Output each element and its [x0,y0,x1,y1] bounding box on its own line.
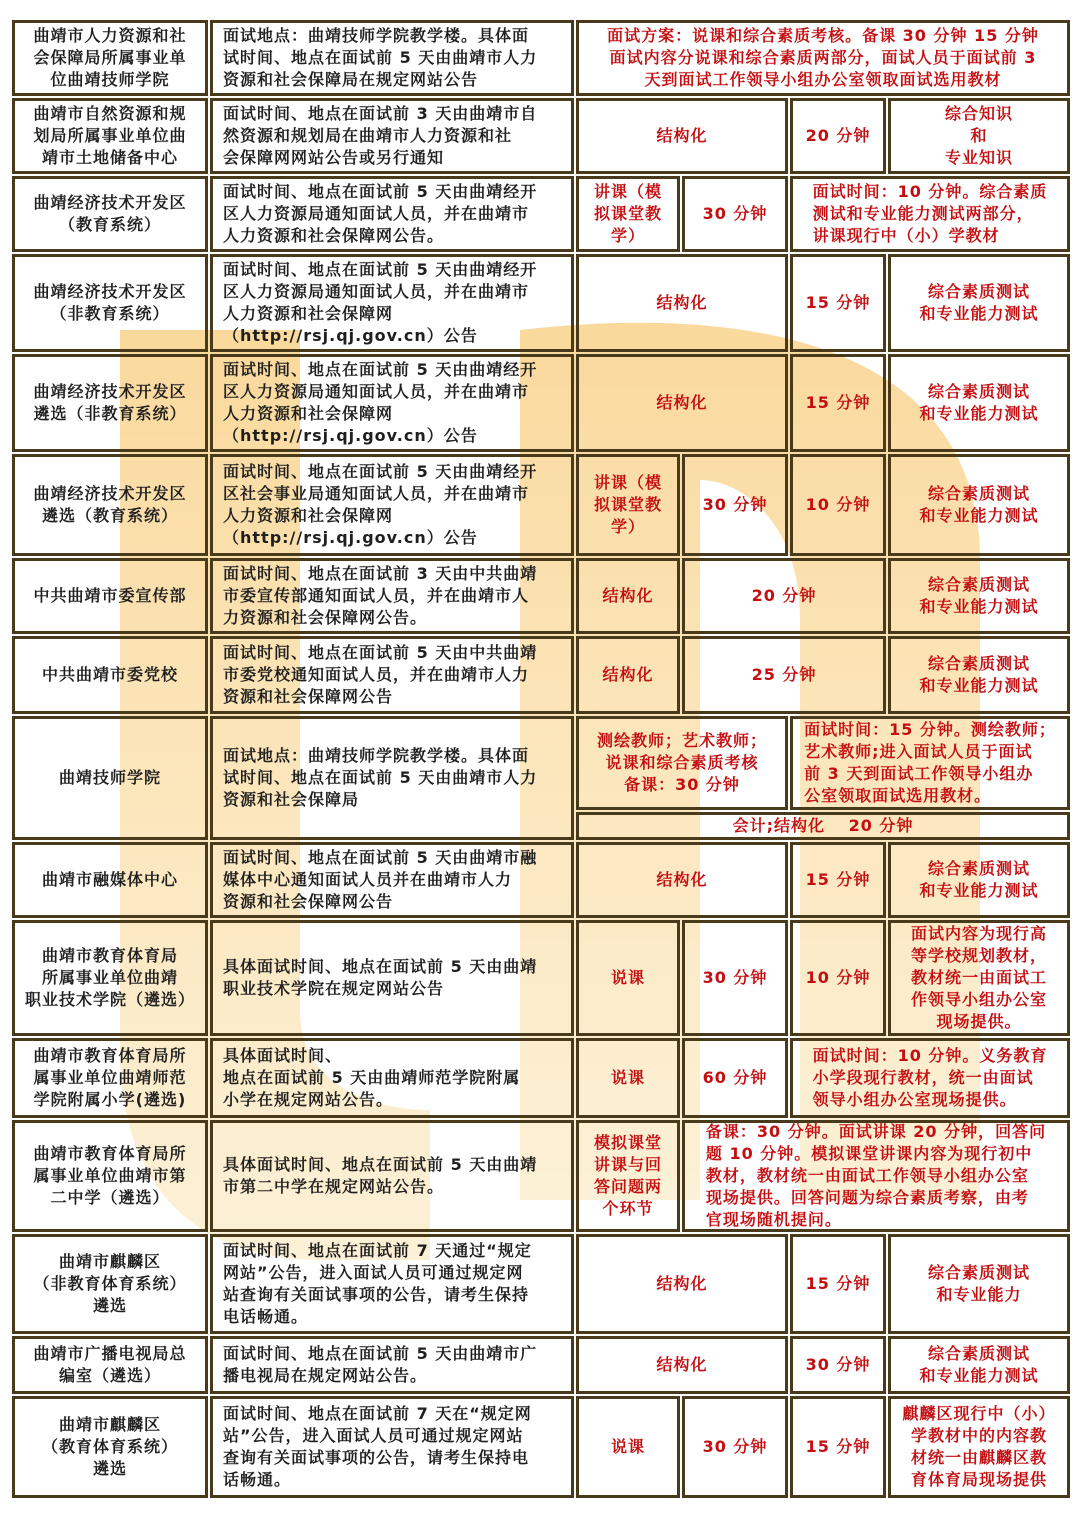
detail-cell: 面试地点：曲靖技师学院教学楼。具体面 试时间、地点在面试前 5 天由曲靖市人力 资源和社会保障局 [210,716,574,840]
detail-cell: 具体面试时间、 地点在面试前 5 天由曲靖师范学院附属 小学在规定网站公告。 [210,1038,574,1118]
duration-cell: 20 分钟 [682,558,886,634]
detail-cell: 面试时间、地点在面试前 5 天由曲靖经开 区人力资源局通知面试人员，并在曲靖市 人力资源和社会保障网 （http://rsj.qj.gov.cn）公告 [210,354,574,452]
method-cell: 结构化 [576,842,788,918]
prep-time-cell: 30 分钟 [682,920,788,1036]
detail-cell: 具体面试时间、地点在面试前 5 天由曲靖 市第二中学在规定网站公告。 [210,1120,574,1232]
method-cell: 说课 [576,920,680,1036]
detail-cell: 面试时间、地点在面试前 3 天由中共曲靖 市委宣传部通知面试人员，并在曲靖市人 力资源和社会保障网公告。 [210,558,574,634]
method-cell: 讲课（模 拟课堂教 学） [576,454,680,556]
method-cell: 结构化 [576,558,680,634]
content-cell: 综合知识 和 专业知识 [888,98,1070,174]
prep-time-cell: 30 分钟 [682,454,788,556]
detail-cell: 面试时间、地点在面试前 3 天由曲靖市自 然资源和规划局在曲靖市人力资源和社 会保障网网站公告或另行通知 [210,98,574,174]
detail-cell: 面试时间、地点在面试前 5 天由中共曲靖 市委党校通知面试人员，并在曲靖市人力 资源和社会保障网公告 [210,636,574,714]
content-cell: 面试时间：10 分钟。综合素质 测试和专业能力测试两部分， 讲课现行中（小）学教材 [790,176,1070,252]
accounting-note-cell: 会计;结构化 20 分钟 [576,812,1070,840]
duration-cell: 15 分钟 [790,1396,886,1498]
method-cell: 结构化 [576,1234,788,1334]
duration-cell: 20 分钟 [790,98,886,174]
detail-cell: 面试时间、地点在面试前 5 天由曲靖经开 区社会事业局通知面试人员，并在曲靖市 人力资源和社会保障网 （http://rsj.qj.gov.cn）公告 [210,454,574,556]
content-cell: 综合素质测试 和专业能力测试 [888,354,1070,452]
method-cell: 测绘教师；艺术教师； 说课和综合素质考核 备课：30 分钟 [576,716,788,810]
unit-cell: 曲靖市人力资源和社 会保障局所属事业单 位曲靖技师学院 [12,20,208,96]
content-cell: 综合素质测试 和专业能力测试 [888,842,1070,918]
unit-cell: 曲靖经济技术开发区 遴选（非教育系统） [12,354,208,452]
duration-cell: 30 分钟 [790,1336,886,1394]
method-cell: 讲课（模 拟课堂教 学） [576,176,680,252]
unit-cell: 曲靖市教育体育局所 属事业单位曲靖市第 二中学（遴选） [12,1120,208,1232]
method-cell: 结构化 [576,98,788,174]
duration-cell: 15 分钟 [790,354,886,452]
content-cell: 综合素质测试 和专业能力 [888,1234,1070,1334]
duration-cell: 15 分钟 [790,842,886,918]
detail-cell: 面试时间、地点在面试前 7 天在“规定网 站”公告，进入面试人员可通过规定网站 查询有关面试事项的公告，请考生保持电 话畅通。 [210,1396,574,1498]
unit-cell: 曲靖市自然资源和规 划局所属事业单位曲 靖市土地储备中心 [12,98,208,174]
detail-cell: 具体面试时间、地点在面试前 5 天由曲靖 职业技术学院在规定网站公告 [210,920,574,1036]
duration-cell: 10 分钟 [790,454,886,556]
detail-cell: 面试地点：曲靖技师学院教学楼。具体面 试时间、地点在面试前 5 天由曲靖市人力 资源和社会保障局在规定网站公告 [210,20,574,96]
unit-cell: 曲靖市融媒体中心 [12,842,208,918]
method-cell: 说课 [576,1396,680,1498]
unit-cell: 曲靖经济技术开发区 （非教育系统） [12,254,208,352]
detail-cell: 面试时间、地点在面试前 5 天由曲靖经开 区人力资源局通知面试人员，并在曲靖市 人力资源和社会保障网公告。 [210,176,574,252]
method-cell: 结构化 [576,254,788,352]
duration-cell: 15 分钟 [790,1234,886,1334]
unit-cell: 曲靖经济技术开发区 遴选（教育系统） [12,454,208,556]
duration-cell: 10 分钟 [790,920,886,1036]
unit-cell: 曲靖市教育体育局 所属事业单位曲靖 职业技术学院（遴选） [12,920,208,1036]
plan-cell: 面试方案：说课和综合素质考核。备课 30 分钟 15 分钟 面试内容分说课和综合素质两部分，面试人员于面试前 3 天到面试工作领导小组办公室领取面试选用教材 [576,20,1070,96]
unit-cell: 中共曲靖市委宣传部 [12,558,208,634]
content-cell: 综合素质测试 和专业能力测试 [888,1336,1070,1394]
detail-cell: 面试时间、地点在面试前 7 天通过“规定 网站”公告，进入面试人员可通过规定网 站查询有关面试事项的公告，请考生保持 电话畅通。 [210,1234,574,1334]
content-cell: 综合素质测试 和专业能力测试 [888,454,1070,556]
unit-cell: 曲靖市麒麟区 （非教育体育系统） 遴选 [12,1234,208,1334]
method-cell: 结构化 [576,636,680,714]
content-cell: 备课：30 分钟。面试讲课 20 分钟，回答问 题 10 分钟。模拟课堂讲课内容为现行初中 教材，教材统一由面试工作领导小组办公室 现场提供。回答问题为综合素质考察，由考 官现场随机提问。 [682,1120,1070,1232]
duration-cell: 25 分钟 [682,636,886,714]
prep-time-cell: 60 分钟 [682,1038,788,1118]
unit-cell: 中共曲靖市委党校 [12,636,208,714]
content-cell: 面试内容为现行高 等学校规划教材， 教材统一由面试工 作领导小组办公室 现场提供。 [888,920,1070,1036]
unit-cell: 曲靖市麒麟区 （教育体育系统） 遴选 [12,1396,208,1498]
content-cell: 麒麟区现行中（小） 学教材中的内容教 材统一由麒麟区教 育体育局现场提供 [888,1396,1070,1498]
duration-cell: 15 分钟 [790,254,886,352]
unit-cell: 曲靖市教育体育局所 属事业单位曲靖师范 学院附属小学(遴选) [12,1038,208,1118]
unit-cell: 曲靖技师学院 [12,716,208,840]
content-cell: 综合素质测试 和专业能力测试 [888,558,1070,634]
content-cell: 综合素质测试 和专业能力测试 [888,636,1070,714]
method-cell: 模拟课堂 讲课与回 答问题两 个环节 [576,1120,680,1232]
detail-cell: 面试时间、地点在面试前 5 天由曲靖经开 区人力资源局通知面试人员，并在曲靖市 人力资源和社会保障网 （http://rsj.qj.gov.cn）公告 [210,254,574,352]
detail-cell: 面试时间、地点在面试前 5 天由曲靖市广 播电视局在规定网站公告。 [210,1336,574,1394]
content-cell: 面试时间：10 分钟。义务教育 小学段现行教材，统一由面试 领导小组办公室现场提供。 [790,1038,1070,1118]
method-cell: 结构化 [576,1336,788,1394]
prep-time-cell: 30 分钟 [682,1396,788,1498]
content-cell: 面试时间：15 分钟。测绘教师； 艺术教师;进入面试人员于面试 前 3 天到面试工作领导小组办 公室领取面试选用教材。 [790,716,1070,810]
method-cell: 结构化 [576,354,788,452]
method-cell: 说课 [576,1038,680,1118]
detail-cell: 面试时间、地点在面试前 5 天由曲靖市融 媒体中心通知面试人员并在曲靖市人力 资源和社会保障网公告 [210,842,574,918]
content-cell: 综合素质测试 和专业能力测试 [888,254,1070,352]
prep-time-cell: 30 分钟 [682,176,788,252]
unit-cell: 曲靖经济技术开发区 （教育系统） [12,176,208,252]
unit-cell: 曲靖市广播电视局总 编室（遴选） [12,1336,208,1394]
